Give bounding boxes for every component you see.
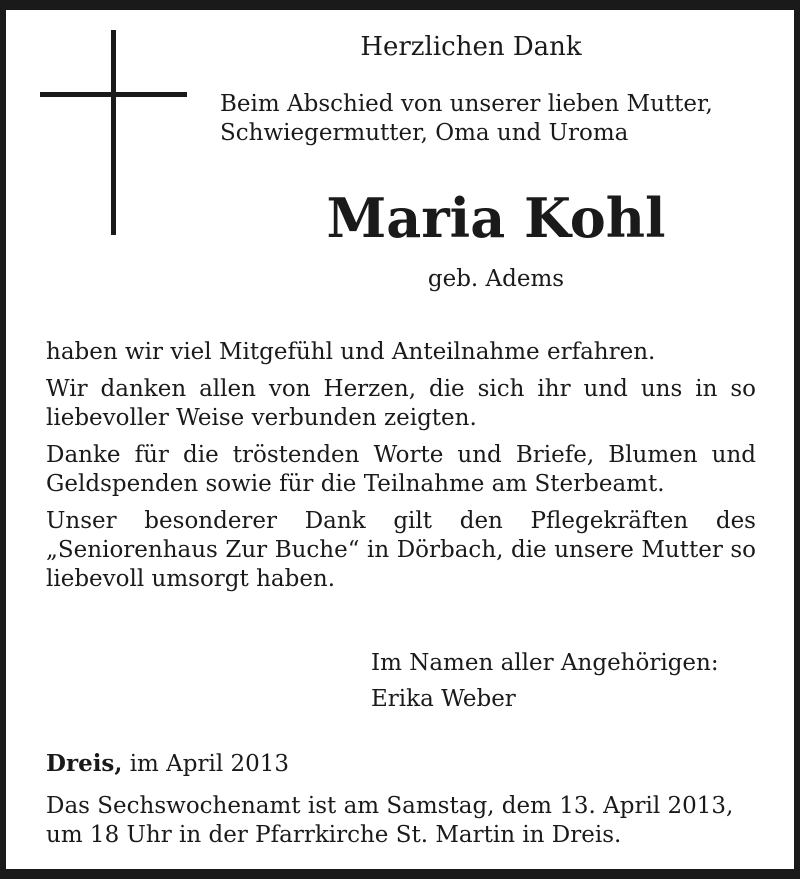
body-paragraph-4: Unser besonderer Dank gilt den Pflegekräften des „Seniorenhaus Zur Buche“ in Dörbach, die unsere Mutter so liebevoll umsorgt haben.: [46, 508, 756, 592]
note-line-1: Das Sechswochenamt ist am Samstag, dem 13. April 2013,: [46, 793, 734, 819]
body-paragraph-1: haben wir viel Mitgefühl und Anteilnahme erfahren.: [46, 339, 656, 365]
memorial-mass-note: [46, 792, 766, 850]
note-line-2: um 18 Uhr in der Pfarrkirche St. Martin in Dreis.: [46, 822, 622, 848]
intro-line-1: Beim Abschied von unserer lieben Mutter,: [220, 91, 713, 117]
date: im April 2013: [122, 751, 290, 777]
place: Dreis,: [46, 750, 123, 777]
cross-horizontal-bar: [40, 92, 187, 97]
deceased-birth-name: geb. Adems: [427, 266, 565, 292]
signature-name: Erika Weber: [371, 686, 516, 712]
cross-vertical-bar: [111, 30, 116, 235]
deceased-name: Maria Kohl: [326, 186, 666, 250]
intro-line-2: Schwiegermutter, Oma und Uroma: [220, 120, 629, 146]
intro-text: [220, 90, 780, 148]
body-paragraph-3: Danke für die tröstenden Worte und Briefe, Blumen und Geldspenden sowie für die Teilnahme am Sterbeamt.: [46, 442, 756, 497]
signature-line-1: Im Namen aller Angehörigen:: [371, 650, 719, 676]
place-date: [46, 750, 746, 778]
thanks-heading: Herzlichen Dank: [360, 32, 582, 62]
message-body: [46, 338, 756, 602]
signature-block: [371, 645, 771, 717]
body-paragraph-2: Wir danken allen von Herzen, die sich ihr und uns in so liebevoller Weise verbunden zeigten.: [46, 376, 756, 431]
